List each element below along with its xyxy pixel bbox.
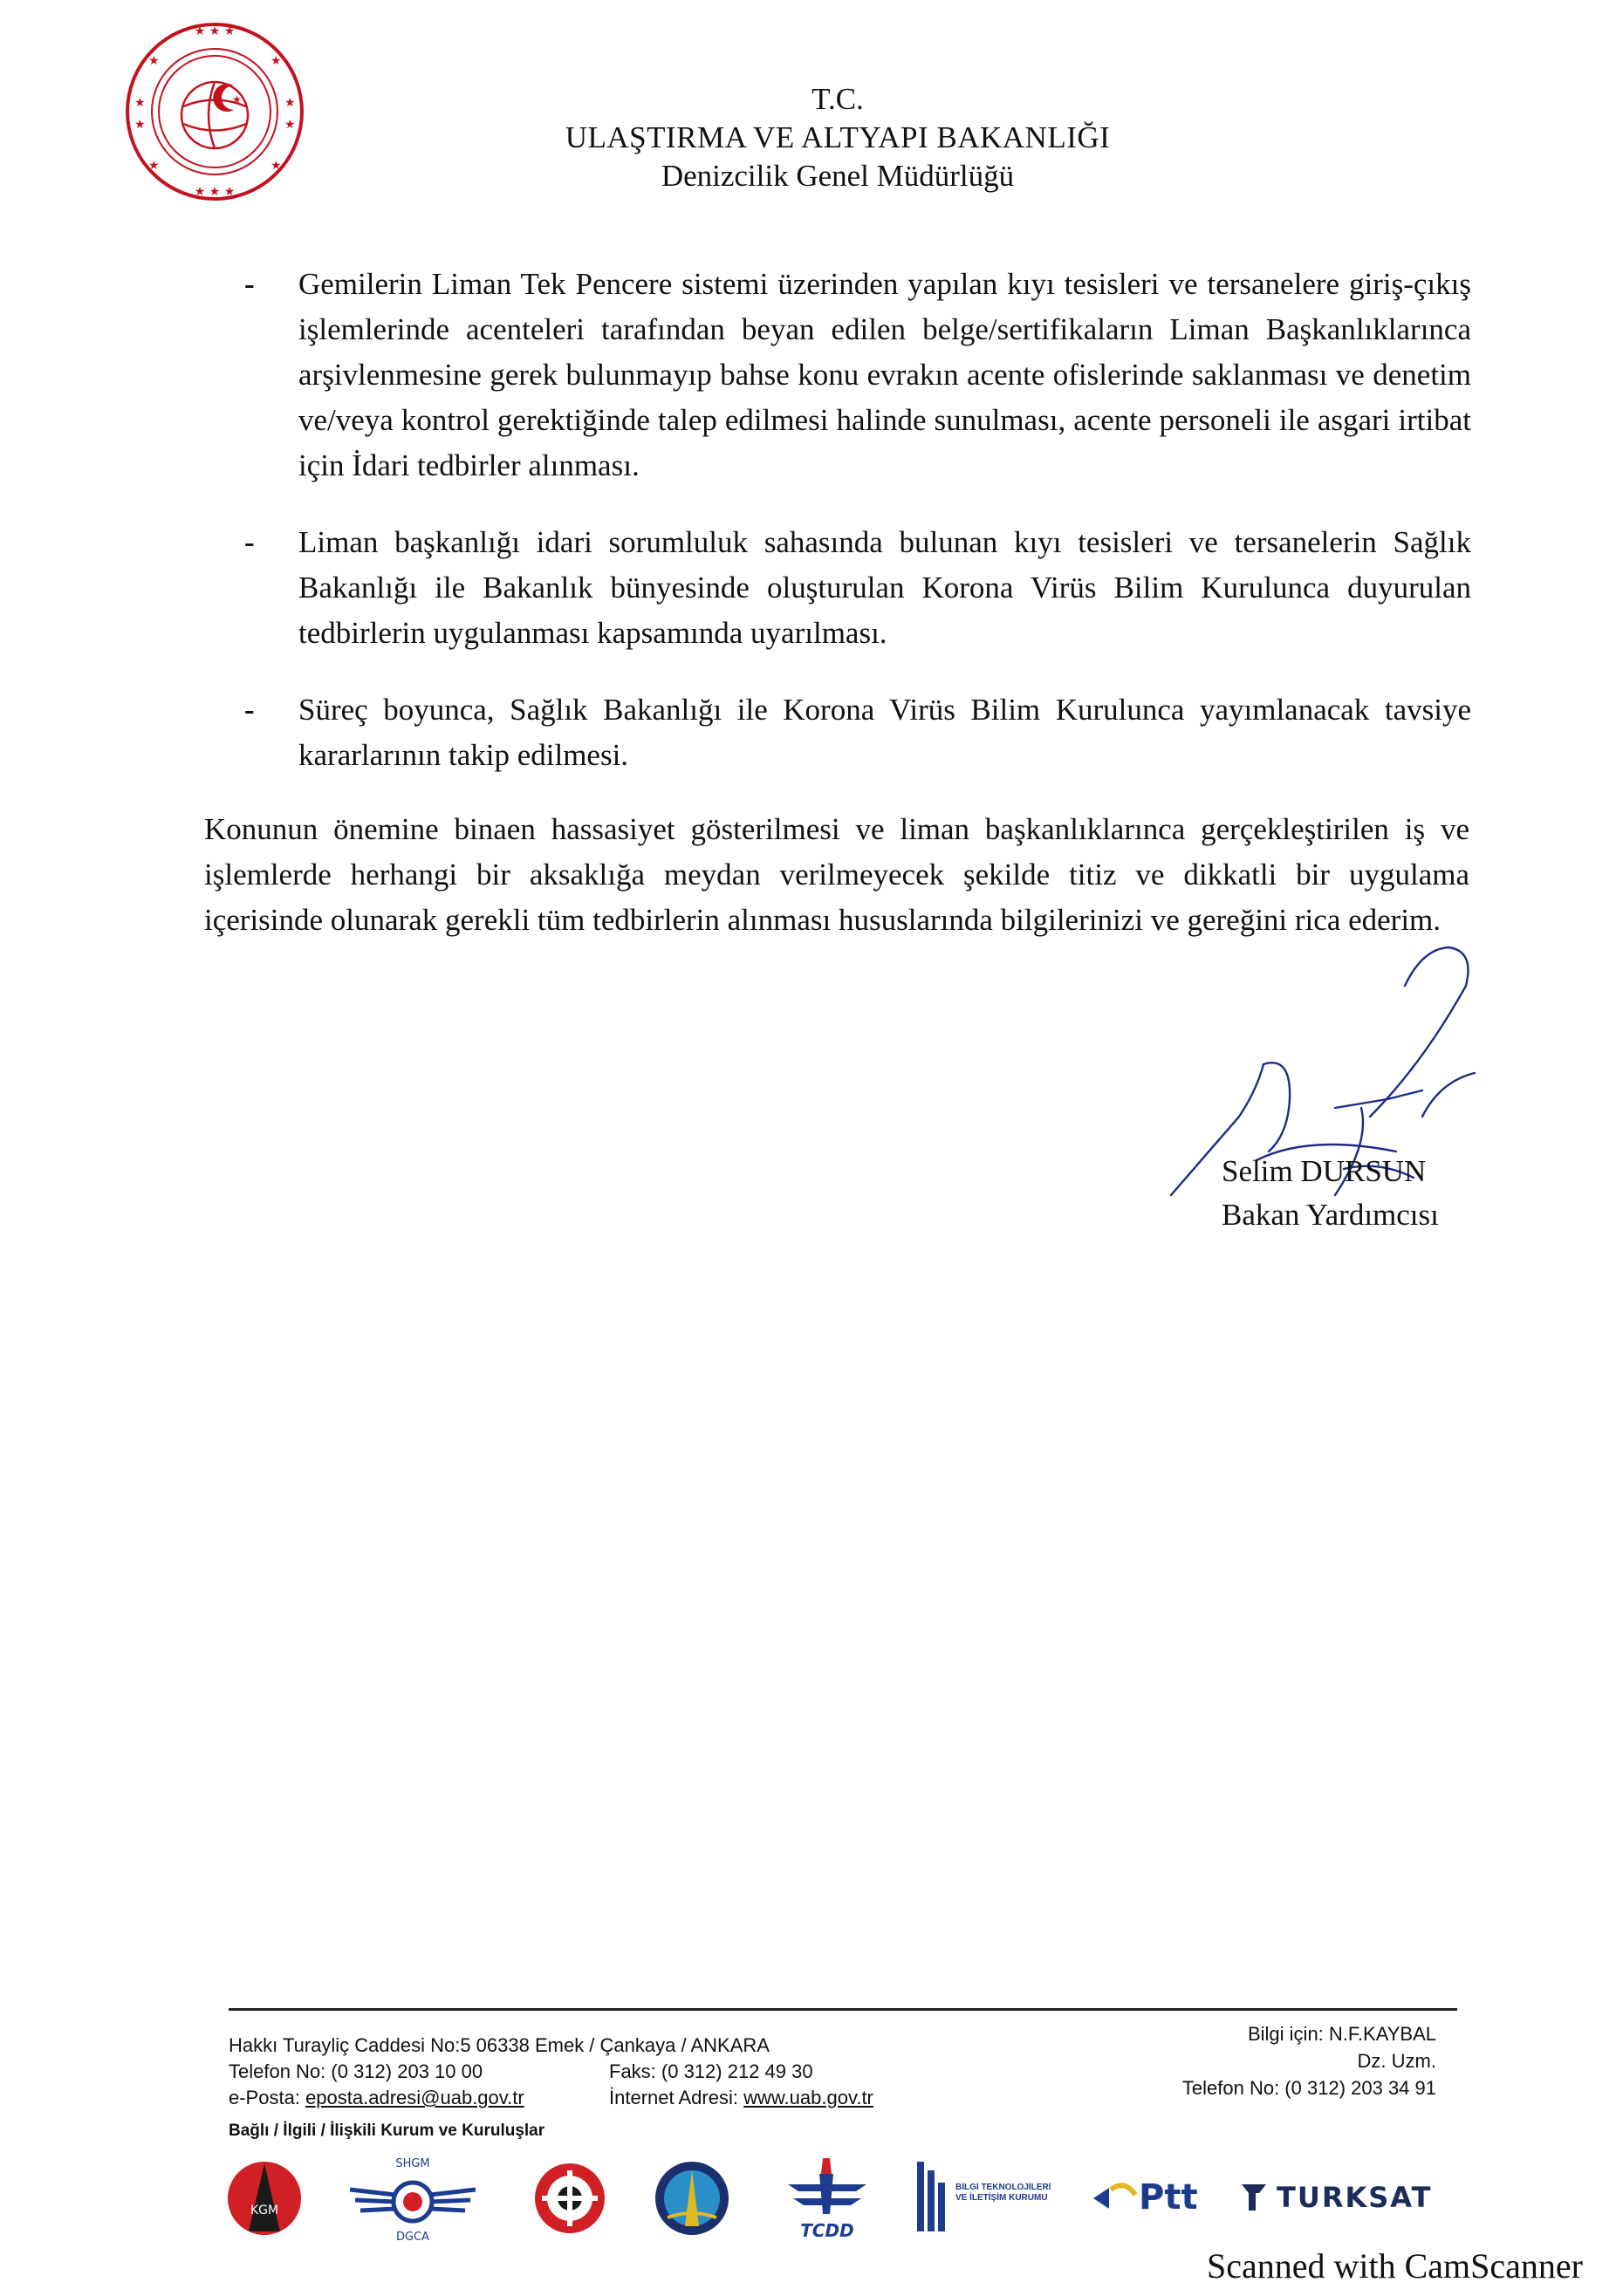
btk-logo bbox=[914, 2153, 1053, 2244]
svg-text:★: ★ bbox=[270, 159, 282, 173]
svg-text:★: ★ bbox=[134, 96, 146, 110]
turksat-logo-text: TURKSAT bbox=[1277, 2181, 1433, 2214]
bullet-text: Süreç boyunca, Sağlık Bakanlığı ile Korona Virüs Bilim Kurulunca yayımlanacak tavsiye kararlarının takip edilmesi. bbox=[298, 693, 1471, 772]
shgm-logo bbox=[343, 2153, 483, 2244]
address-text: Hakkı Turayliç Caddesi No:5 06338 Emek / Çankaya / ANKARA bbox=[229, 2034, 770, 2056]
kgm-logo bbox=[223, 2153, 306, 2244]
bullet-item bbox=[241, 687, 1471, 778]
letterhead bbox=[436, 80, 1239, 195]
svg-text:★: ★ bbox=[148, 159, 160, 173]
phone-text: Telefon No: (0 312) 203 10 00 bbox=[229, 2060, 483, 2082]
info-contact: Bilgi için: N.F.KAYBAL bbox=[1247, 2023, 1436, 2045]
turksat-logo bbox=[1236, 2153, 1446, 2244]
signer-title: Bakan Yardımcısı bbox=[1222, 1198, 1439, 1232]
bullet-list bbox=[241, 262, 1471, 810]
info-title: Dz. Uzm. bbox=[1357, 2050, 1436, 2072]
svg-text:★: ★ bbox=[134, 118, 146, 132]
email-link[interactable]: eposta.adresi@uab.gov.tr bbox=[305, 2087, 524, 2108]
svg-text:★ ★ ★: ★ ★ ★ bbox=[194, 185, 236, 199]
web-label: İnternet Adresi: bbox=[609, 2087, 738, 2108]
svg-text:★ ★ ★: ★ ★ ★ bbox=[194, 24, 236, 38]
signer-name: Selim DURSUN bbox=[1222, 1154, 1427, 1188]
bullet-text: Gemilerin Liman Tek Pencere sistemi üzerinden yapılan kıyı tesisleri ve tersanelere giriş-çıkış işlemlerinde acenteleri tarafından beyan edilen belge/sertifikaların Liman Başkanlıklarınca arşivlenmesine gerek bulunmayıp bahse konu evrakın acente ofislerinde saklanması ve denetim ve/veya kontrol gerektiğinde talep edilmesi halinde sunulması, acente personeli ile asgari irtibat için İdari tedbirler alınması. bbox=[298, 267, 1471, 482]
affiliate-logos bbox=[223, 2153, 1462, 2249]
svg-text:★: ★ bbox=[270, 54, 282, 68]
bullet-marker: - bbox=[244, 693, 255, 727]
dlh-logo bbox=[530, 2153, 610, 2244]
web-link[interactable]: www.uab.gov.tr bbox=[743, 2087, 873, 2108]
scanner-watermark: Scanned with CamScanner bbox=[1207, 2246, 1583, 2286]
signer-block bbox=[1222, 1150, 1439, 1237]
bullet-item bbox=[241, 520, 1471, 656]
fax-text: Faks: (0 312) 212 49 30 bbox=[609, 2060, 813, 2082]
coastal-safety-logo bbox=[650, 2153, 734, 2244]
tcdd-logo bbox=[779, 2153, 875, 2244]
svg-text:★: ★ bbox=[284, 118, 296, 132]
bullet-item bbox=[241, 262, 1471, 489]
bullet-marker: - bbox=[244, 267, 255, 301]
ptt-logo-text: Ptt bbox=[1139, 2177, 1198, 2217]
shgm-logo-text: SHGM bbox=[395, 2157, 430, 2170]
tcdd-logo-text: TCDD bbox=[800, 2220, 854, 2241]
country-abbreviation: T.C. bbox=[812, 82, 864, 116]
svg-text:★: ★ bbox=[148, 54, 160, 68]
affiliates-label: Bağlı / İlgili / İlişkili Kurum ve Kuruluşlar bbox=[229, 2122, 545, 2140]
contact-info-block bbox=[1182, 2020, 1436, 2101]
footer-address-block bbox=[229, 2033, 873, 2111]
email-label: e-Posta: bbox=[229, 2087, 300, 2108]
kgm-logo-text: KGM bbox=[250, 2204, 279, 2217]
btk-logo-text: BİLGİ TEKNOLOJİLERİ VE İLETİŞİM KURUMU bbox=[955, 2183, 1051, 2203]
bullet-text: Liman başkanlığı idari sorumluluk sahasında bulunan kıyı tesisleri ve tersanelerin Sağlık Bakanlığı ile Bakanlık bünyesinde oluşturulan Korona Virüs Bilim Kurulunca duyurulan tedbirlerin uygulanması kapsamında uyarılması. bbox=[298, 525, 1471, 650]
ministry-seal bbox=[122, 19, 307, 204]
footer-divider bbox=[229, 2008, 1457, 2011]
shgm-logo-subtext: DGCA bbox=[395, 2231, 430, 2244]
svg-text:★: ★ bbox=[284, 96, 296, 110]
info-phone: Telefon No: (0 312) 203 34 91 bbox=[1181, 2077, 1436, 2099]
bullet-marker: - bbox=[244, 525, 255, 559]
ptt-logo bbox=[1086, 2153, 1209, 2244]
directorate-name: Denizcilik Genel Müdürlüğü bbox=[661, 159, 1015, 193]
svg-text:★: ★ bbox=[232, 93, 242, 106]
ministry-name: ULAŞTIRMA VE ALTYAPI BAKANLIĞI bbox=[565, 120, 1111, 154]
closing-paragraph: Konunun önemine binaen hassasiyet gösterilmesi ve liman başkanlıklarınca gerçekleştirilen iş ve işlemlerde herhangi bir aksaklığa meydan verilmeyecek şekilde titiz ve dikkatli bir uygulama içerisinde olunarak gerekli tüm tedbirlerin alınması hususlarında bilgilerinizi ve gereğini rica ederim. bbox=[204, 812, 1469, 937]
